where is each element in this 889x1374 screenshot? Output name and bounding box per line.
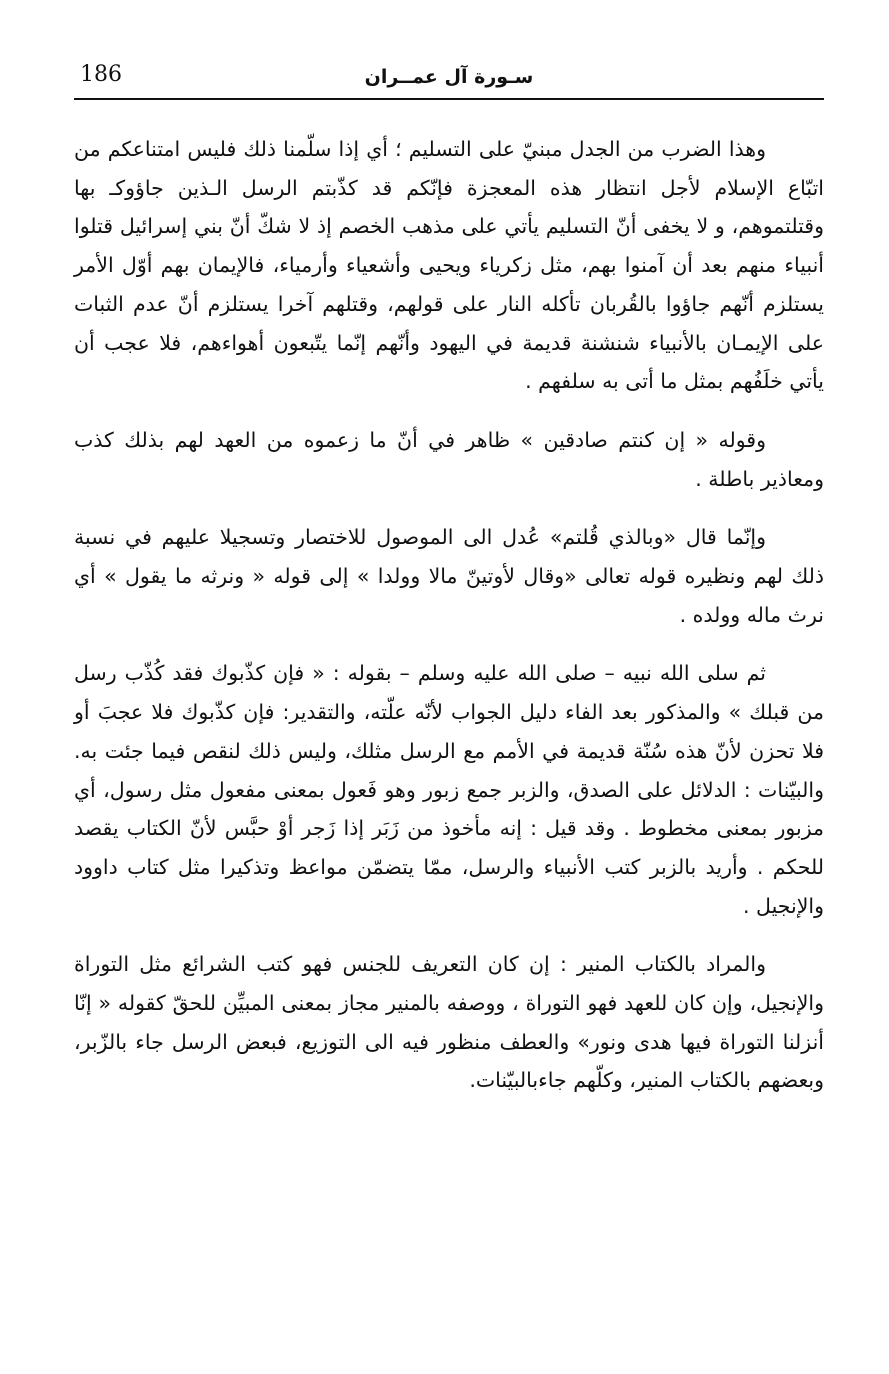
paragraph-4: ثم سلى الله نبيه – صلى الله عليه وسلم – بقوله : « فإن كذّبوك فقد كُذّب رسل من قبلك » والمذكور بعد الفاء دليل الجواب لأنّه علّته، والتقدير: فإن كذّبوك فلا عجبَ أو فلا تحزن لأنّ هذه سُنّة قديمة في الأمم مع الرسل مثلك، وليس ذلك لنقص فيما جئت به. والبيّنات : الدلائل على الصدق، والزبر جمع زبور وهو فَعول بمعنى مفعول مثل رسول، أي مزبور بمعنى مخطوط . وقد قيل : إنه مأخوذ من زَبَر إذا زَجر أوْ حبَّس لأنّ الكتاب يقصد للحكم . وأريد بالزبر كتب الأنبياء والرسل، ممّا يتضمّن مواعظ وتذكيرا مثل كتاب داوود والإنجيل . [74, 661, 824, 918]
paragraph-2: وقوله « إن كنتم صادقين » ظاهر في أنّ ما زعموه من العهد لهم بذلك كذب ومعاذير باطلة . [74, 427, 824, 491]
paragraph-5: والمراد بالكتاب المنير : إن كان التعريف للجنس فهو كتب الشرائع مثل التوراة والإنجيل، وإن كان للعهد فهو التوراة ، ووصفه بالمنير مجاز بمعنى المبيِّن للحقّ كقوله « إنّا أنزلنا التوراة فيها هدى ونور» والعطف منظور فيه الى التوزيع، فبعض الرسل جاء بالزّبر، وبعضهم بالكتاب المنير، وكلّهم جاءبالبيّنات. [74, 952, 824, 1093]
page-number: 186 [80, 62, 122, 87]
page-header [74, 62, 824, 100]
paragraph-3: وإنّما قال «وبالذي قُلتم» عُدل الى الموصول للاختصار وتسجيلا عليهم في نسبة ذلك لهم ونظيره قوله تعالى «وقال لأوتينّ مالا وولدا » إلى قوله « ونرثه ما يقول » أي نرث ماله وولده . [74, 525, 824, 627]
page-body [74, 130, 824, 1100]
paragraph-1: وهذا الضرب من الجدل مبنيّ على التسليم ؛ أي إذا سلّمنا ذلك فليس امتناعكم من اتبّاع الإسلام لأجل انتظار هذه المعجزة فإنّكم قد كذّبتم الرسل الـذين جاؤوكـ بها وقتلتموهم، و لا يخفى أنّ التسليم يأتي على مذهب الخصم إذ لا شكّ أنّ بني إسرائيل قتلوا أنبياء منهم بعد أن آمنوا بهم، مثل زكرياء ويحيى وأشعياء وأرمياء، فالإيمان بهم أوّل الأمر يستلزم أنّهم جاؤوا بالقُربان تأكله النار على قولهم، وقتلهم آخرا يستلزم أنّ عدم الثبات على الإيمـان بالأنبياء شنشنة قديمة في اليهود وأنّهم إنّما يتّبعون أهواءهم، فلا عجب أن يأتي خلَفُهم بمثل ما أتى به سلفهم . [74, 137, 824, 394]
running-title: سـورة آل عمــران [364, 66, 534, 88]
